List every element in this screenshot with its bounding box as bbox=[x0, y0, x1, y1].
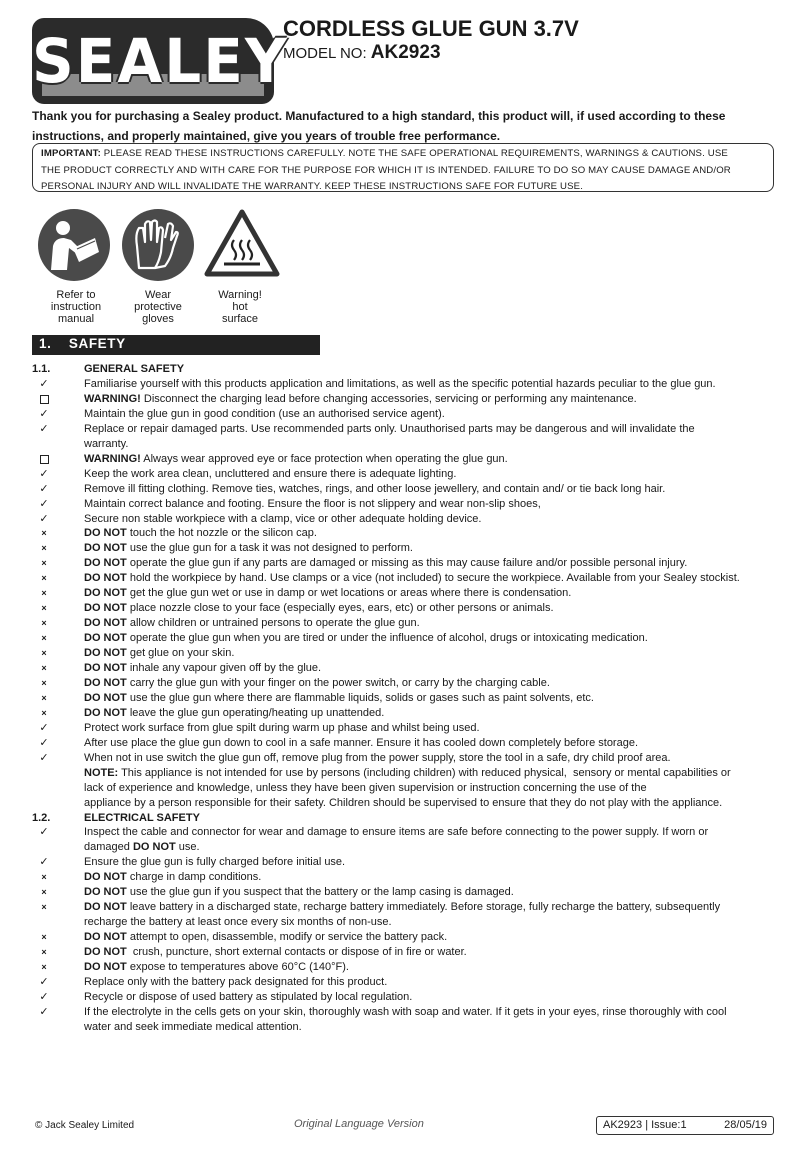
item-text: Maintain the glue gun in good condition (use an authorised service agent). bbox=[84, 407, 445, 420]
emphasis: DO NOT bbox=[84, 931, 127, 944]
check-icon: ✓ bbox=[39, 990, 49, 1003]
list-item bbox=[84, 392, 637, 407]
list-item bbox=[84, 885, 514, 900]
list-item bbox=[84, 512, 481, 527]
list-item bbox=[84, 616, 420, 631]
emphasis: DO NOT bbox=[132, 841, 176, 854]
list-item bbox=[84, 676, 550, 691]
check-icon: ✓ bbox=[39, 512, 49, 525]
symbol-label-manual bbox=[40, 289, 112, 325]
document-reference bbox=[596, 1116, 774, 1135]
item-text: water and seek immediate medical attention. bbox=[84, 1020, 302, 1033]
item-text: Replace only with the battery pack designated for this product. bbox=[84, 975, 388, 988]
cross-icon: × bbox=[41, 663, 47, 673]
item-text: Familiarise yourself with this products application and limitations, as well as the specific potential hazards peculiar to the glue gun. bbox=[84, 377, 716, 390]
emphasis: DO NOT bbox=[84, 542, 127, 555]
cross-icon: × bbox=[41, 588, 47, 599]
item-text: Replace or repair damaged parts. Use recommended parts only. Unauthorised parts may be dangerous and will invalidate the bbox=[84, 422, 695, 435]
list-item bbox=[84, 691, 594, 706]
emphasis: DO NOT bbox=[84, 602, 127, 615]
item-text: Always wear approved eye or face protection when operating the glue gun. bbox=[140, 452, 508, 465]
subsection-number: 1.1. bbox=[32, 363, 51, 375]
item-text: operate the glue gun when you are tired or under the influence of alcohol, drugs or intoxicating medication. bbox=[126, 632, 648, 645]
cross-icon: × bbox=[41, 648, 47, 659]
item-text: Ensure the glue gun is fully charged before initial use. bbox=[84, 856, 346, 869]
emphasis: DO NOT bbox=[84, 961, 127, 973]
cross-icon: × bbox=[41, 962, 47, 972]
item-text: touch the hot nozzle or the silicon cap. bbox=[126, 527, 317, 540]
cross-icon: × bbox=[41, 603, 47, 614]
item-text: Recycle or dispose of used battery as stipulated by local regulation. bbox=[84, 990, 413, 1003]
symbol-label-hot-surface bbox=[204, 289, 276, 325]
symbol-label-line: gloves bbox=[142, 313, 174, 325]
emphasis: DO NOT bbox=[84, 886, 127, 899]
cross-icon: × bbox=[41, 692, 47, 703]
list-item bbox=[84, 915, 392, 930]
item-text: use. bbox=[175, 841, 200, 854]
symbol-label-line: hot bbox=[232, 301, 248, 313]
emphasis: DO NOT bbox=[84, 676, 127, 689]
emphasis: DO NOT bbox=[84, 691, 127, 704]
list-item bbox=[84, 646, 234, 661]
cross-icon: × bbox=[41, 528, 47, 539]
check-icon: ✓ bbox=[39, 497, 49, 510]
item-text: If the electrolyte in the cells gets on your skin, thoroughly wash with soap and water. If it gets in your eyes, rinse thoroughly with cool bbox=[84, 1005, 727, 1018]
list-item bbox=[84, 601, 554, 616]
symbol-label-line: manual bbox=[57, 313, 95, 325]
list-item bbox=[84, 437, 128, 452]
copyright: © Jack Sealey Limited bbox=[35, 1120, 135, 1131]
list-item bbox=[84, 526, 317, 541]
emphasis: WARNING! bbox=[84, 392, 141, 405]
item-text: This appliance is not intended for use by persons (including children) with reduced physical, sensory or mental capabilities or bbox=[118, 766, 731, 779]
section-header-bar bbox=[32, 335, 320, 355]
subsection-title: ELECTRICAL SAFETY bbox=[84, 811, 200, 824]
item-text: charge in damp conditions. bbox=[126, 871, 262, 884]
emphasis: NOTE: bbox=[84, 766, 119, 779]
list-item bbox=[84, 721, 480, 736]
hot-surface-warning-icon bbox=[204, 208, 280, 278]
list-item bbox=[84, 945, 467, 960]
check-icon: ✓ bbox=[39, 856, 49, 869]
check-icon: ✓ bbox=[39, 407, 49, 420]
check-icon: ✓ bbox=[39, 975, 49, 988]
emphasis: DO NOT bbox=[84, 632, 127, 645]
check-icon: ✓ bbox=[39, 422, 49, 435]
item-text: When not in use switch the glue gun off, remove plug from the power supply, store the tool in a safe, dry child proof area. bbox=[84, 751, 671, 764]
read-manual-icon bbox=[37, 208, 111, 282]
symbol-label-line: Refer to bbox=[56, 289, 96, 301]
sealey-logo bbox=[32, 18, 289, 104]
cross-icon: × bbox=[41, 618, 47, 629]
check-icon: ✓ bbox=[39, 482, 49, 495]
issue-date: 28/05/19 bbox=[724, 1119, 767, 1131]
item-text: hold the workpiece by hand. Use clamps or a vice (not included) to secure the workpiece. Available from your Sealey stockist. bbox=[126, 572, 740, 585]
item-text: recharge the battery at least once every six months of non-use. bbox=[84, 916, 392, 929]
item-text: Inspect the cable and connector for wear and damage to ensure items are safe before connecting to the power supply. If worn or bbox=[84, 826, 709, 839]
list-item bbox=[84, 407, 445, 422]
list-item bbox=[84, 467, 456, 482]
list-item bbox=[84, 870, 261, 885]
item-text: crush, puncture, short external contacts or dispose of in fire or water. bbox=[126, 946, 467, 959]
item-text: expose to temperatures above 60°C (140°F). bbox=[126, 961, 349, 973]
list-item bbox=[84, 1005, 727, 1020]
cross-icon: × bbox=[41, 932, 47, 943]
item-text: appliance by a person responsible for their safety. Children should be supervised to ensure that they do not play with the appliance. bbox=[84, 796, 723, 809]
important-line: PLEASE READ THESE INSTRUCTIONS CAREFULLY. NOTE THE SAFE OPERATIONAL REQUIREMENTS, WARNINGS & CAUTIONS. USE bbox=[100, 148, 728, 159]
list-item bbox=[84, 840, 200, 855]
emphasis: DO NOT bbox=[84, 587, 127, 600]
list-item bbox=[84, 796, 722, 811]
model-label: MODEL NO: bbox=[283, 45, 371, 62]
important-line: PERSONAL INJURY AND WILL INVALIDATE THE WARRANTY. KEEP THESE INSTRUCTIONS SAFE FOR FUTURE USE. bbox=[41, 181, 584, 192]
important-line: THE PRODUCT CORRECTLY AND WITH CARE FOR THE PURPOSE FOR WHICH IT IS INTENDED. FAILURE TO DO SO MAY CAUSE DAMAGE AND/OR bbox=[41, 164, 731, 176]
item-text: operate the glue gun if any parts are damaged or missing as this may cause failure and/or possible personal injury. bbox=[126, 557, 688, 570]
item-text: get glue on your skin. bbox=[126, 647, 235, 660]
list-item bbox=[84, 631, 648, 646]
list-item bbox=[84, 497, 541, 512]
item-text: Secure non stable workpiece with a clamp, vice or other adequate holding device. bbox=[84, 512, 482, 525]
subsection-title: GENERAL SAFETY bbox=[84, 363, 185, 375]
item-text: carry the glue gun with your finger on the power switch, or carry by the charging cable. bbox=[126, 676, 550, 689]
check-icon: ✓ bbox=[39, 826, 49, 839]
list-item bbox=[84, 482, 665, 497]
list-item bbox=[84, 661, 321, 676]
item-text: leave battery in a discharged state, recharge battery immediately. Before storage, fully recharge the battery, subsequently bbox=[126, 901, 721, 914]
subsection-number: 1.2. bbox=[32, 811, 51, 824]
item-text: Keep the work area clean, uncluttered and ensure there is adequate lighting. bbox=[84, 467, 457, 480]
emphasis: DO NOT bbox=[84, 871, 127, 884]
model-line bbox=[283, 42, 441, 64]
emphasis: DO NOT bbox=[84, 647, 127, 660]
product-title: CORDLESS GLUE GUN 3.7V bbox=[283, 16, 579, 41]
check-icon: ✓ bbox=[39, 721, 49, 734]
emphasis: DO NOT bbox=[84, 901, 127, 914]
list-item bbox=[84, 571, 740, 586]
symbol-label-line: Warning! bbox=[218, 289, 262, 301]
check-icon: ✓ bbox=[39, 377, 49, 390]
emphasis: DO NOT bbox=[84, 946, 127, 959]
item-text: warranty. bbox=[84, 437, 129, 450]
list-item bbox=[84, 960, 349, 975]
symbol-label-gloves bbox=[122, 289, 194, 325]
important-notice bbox=[32, 143, 774, 192]
section-title: SAFETY bbox=[68, 336, 126, 351]
cross-icon: × bbox=[41, 902, 47, 913]
check-icon: ✓ bbox=[39, 736, 49, 749]
symbol-label-line: protective bbox=[134, 301, 182, 313]
symbol-label-line: surface bbox=[221, 313, 259, 325]
cross-icon: × bbox=[41, 633, 47, 644]
emphasis: WARNING! bbox=[84, 452, 141, 465]
section-heading bbox=[39, 336, 126, 351]
section-number: 1. bbox=[39, 336, 52, 351]
emphasis: DO NOT bbox=[84, 706, 127, 719]
cross-icon: × bbox=[41, 558, 47, 569]
item-text: damaged bbox=[84, 841, 133, 854]
item-text: get the glue gun wet or use in damp or wet locations or areas where there is condensation. bbox=[126, 587, 572, 600]
language-version: Original Language Version bbox=[294, 1118, 424, 1130]
check-icon: ✓ bbox=[39, 1005, 49, 1018]
cross-icon: × bbox=[41, 887, 47, 898]
check-icon: ✓ bbox=[39, 751, 49, 764]
list-item bbox=[84, 975, 387, 990]
list-item bbox=[84, 541, 413, 556]
protective-gloves-icon bbox=[121, 208, 195, 282]
item-text: Protect work surface from glue spilt during warm up phase and whilst being used. bbox=[84, 721, 480, 734]
item-text: After use place the glue gun down to cool in a safe manner. Ensure it has cooled down completely before storage. bbox=[84, 736, 639, 749]
important-label: IMPORTANT: bbox=[41, 148, 101, 159]
emphasis: DO NOT bbox=[84, 572, 127, 585]
check-icon: ✓ bbox=[39, 467, 49, 480]
list-item bbox=[84, 422, 695, 437]
list-item bbox=[84, 586, 571, 601]
list-item bbox=[84, 452, 508, 467]
list-item bbox=[84, 751, 671, 766]
logo-wordmark: SEALEY bbox=[32, 25, 289, 97]
intro-paragraph: Thank you for purchasing a Sealey product. Manufactured to a high standard, this product will, if used according to these instructions, and properly maintained, give you years of trouble free performance. bbox=[32, 109, 726, 143]
symbol-label-line: Wear bbox=[144, 289, 172, 301]
item-text: Disconnect the charging lead before changing accessories, servicing or performing any maintenance. bbox=[140, 392, 637, 405]
item-text: leave the glue gun operating/heating up unattended. bbox=[126, 706, 385, 719]
list-item bbox=[84, 781, 647, 796]
list-item bbox=[84, 706, 384, 721]
item-text: use the glue gun if you suspect that the battery or the lamp casing is damaged. bbox=[126, 886, 514, 899]
cross-icon: × bbox=[41, 543, 47, 554]
cross-icon: × bbox=[41, 707, 47, 718]
emphasis: DO NOT bbox=[84, 557, 127, 570]
list-item bbox=[84, 736, 638, 751]
list-item bbox=[84, 930, 447, 945]
cross-icon: × bbox=[41, 872, 47, 883]
item-text: attempt to open, disassemble, modify or service the battery pack. bbox=[126, 931, 448, 944]
item-text: lack of experience and knowledge, unless they have been given supervision or instruction concerning the use of the bbox=[84, 781, 647, 794]
emphasis: DO NOT bbox=[84, 662, 127, 674]
list-item bbox=[84, 900, 720, 915]
list-item bbox=[84, 556, 687, 571]
list-item bbox=[84, 1020, 302, 1035]
item-text: use the glue gun where there are flammable liquids, solids or gases such as paint solvents, etc. bbox=[126, 691, 594, 704]
list-item bbox=[84, 990, 412, 1005]
item-text: place nozzle close to your face (especially eyes, ears, etc) or other persons or animals. bbox=[126, 602, 554, 615]
cross-icon: × bbox=[41, 677, 47, 688]
emphasis: DO NOT bbox=[84, 617, 127, 630]
cross-icon: × bbox=[41, 573, 47, 584]
item-text: inhale any vapour given off by the glue. bbox=[126, 662, 322, 674]
doc-ref: AK2923 | Issue:1 bbox=[603, 1119, 687, 1131]
list-item bbox=[84, 855, 345, 870]
item-text: use the glue gun for a task it was not designed to perform. bbox=[126, 542, 413, 555]
list-item bbox=[84, 766, 731, 781]
cross-icon: × bbox=[41, 947, 47, 958]
symbol-label-line: instruction bbox=[50, 301, 102, 313]
model-number: AK2923 bbox=[370, 42, 441, 63]
emphasis: DO NOT bbox=[84, 527, 127, 540]
list-item bbox=[84, 377, 716, 392]
item-text: allow children or untrained persons to operate the glue gun. bbox=[126, 617, 420, 630]
item-text: Maintain correct balance and footing. Ensure the floor is not slippery and wear non-slip shoes, bbox=[84, 497, 541, 510]
list-item bbox=[84, 825, 708, 840]
item-text: Remove ill fitting clothing. Remove ties, watches, rings, and other loose jewellery, and contain and/ or tie back long hair. bbox=[84, 482, 666, 495]
